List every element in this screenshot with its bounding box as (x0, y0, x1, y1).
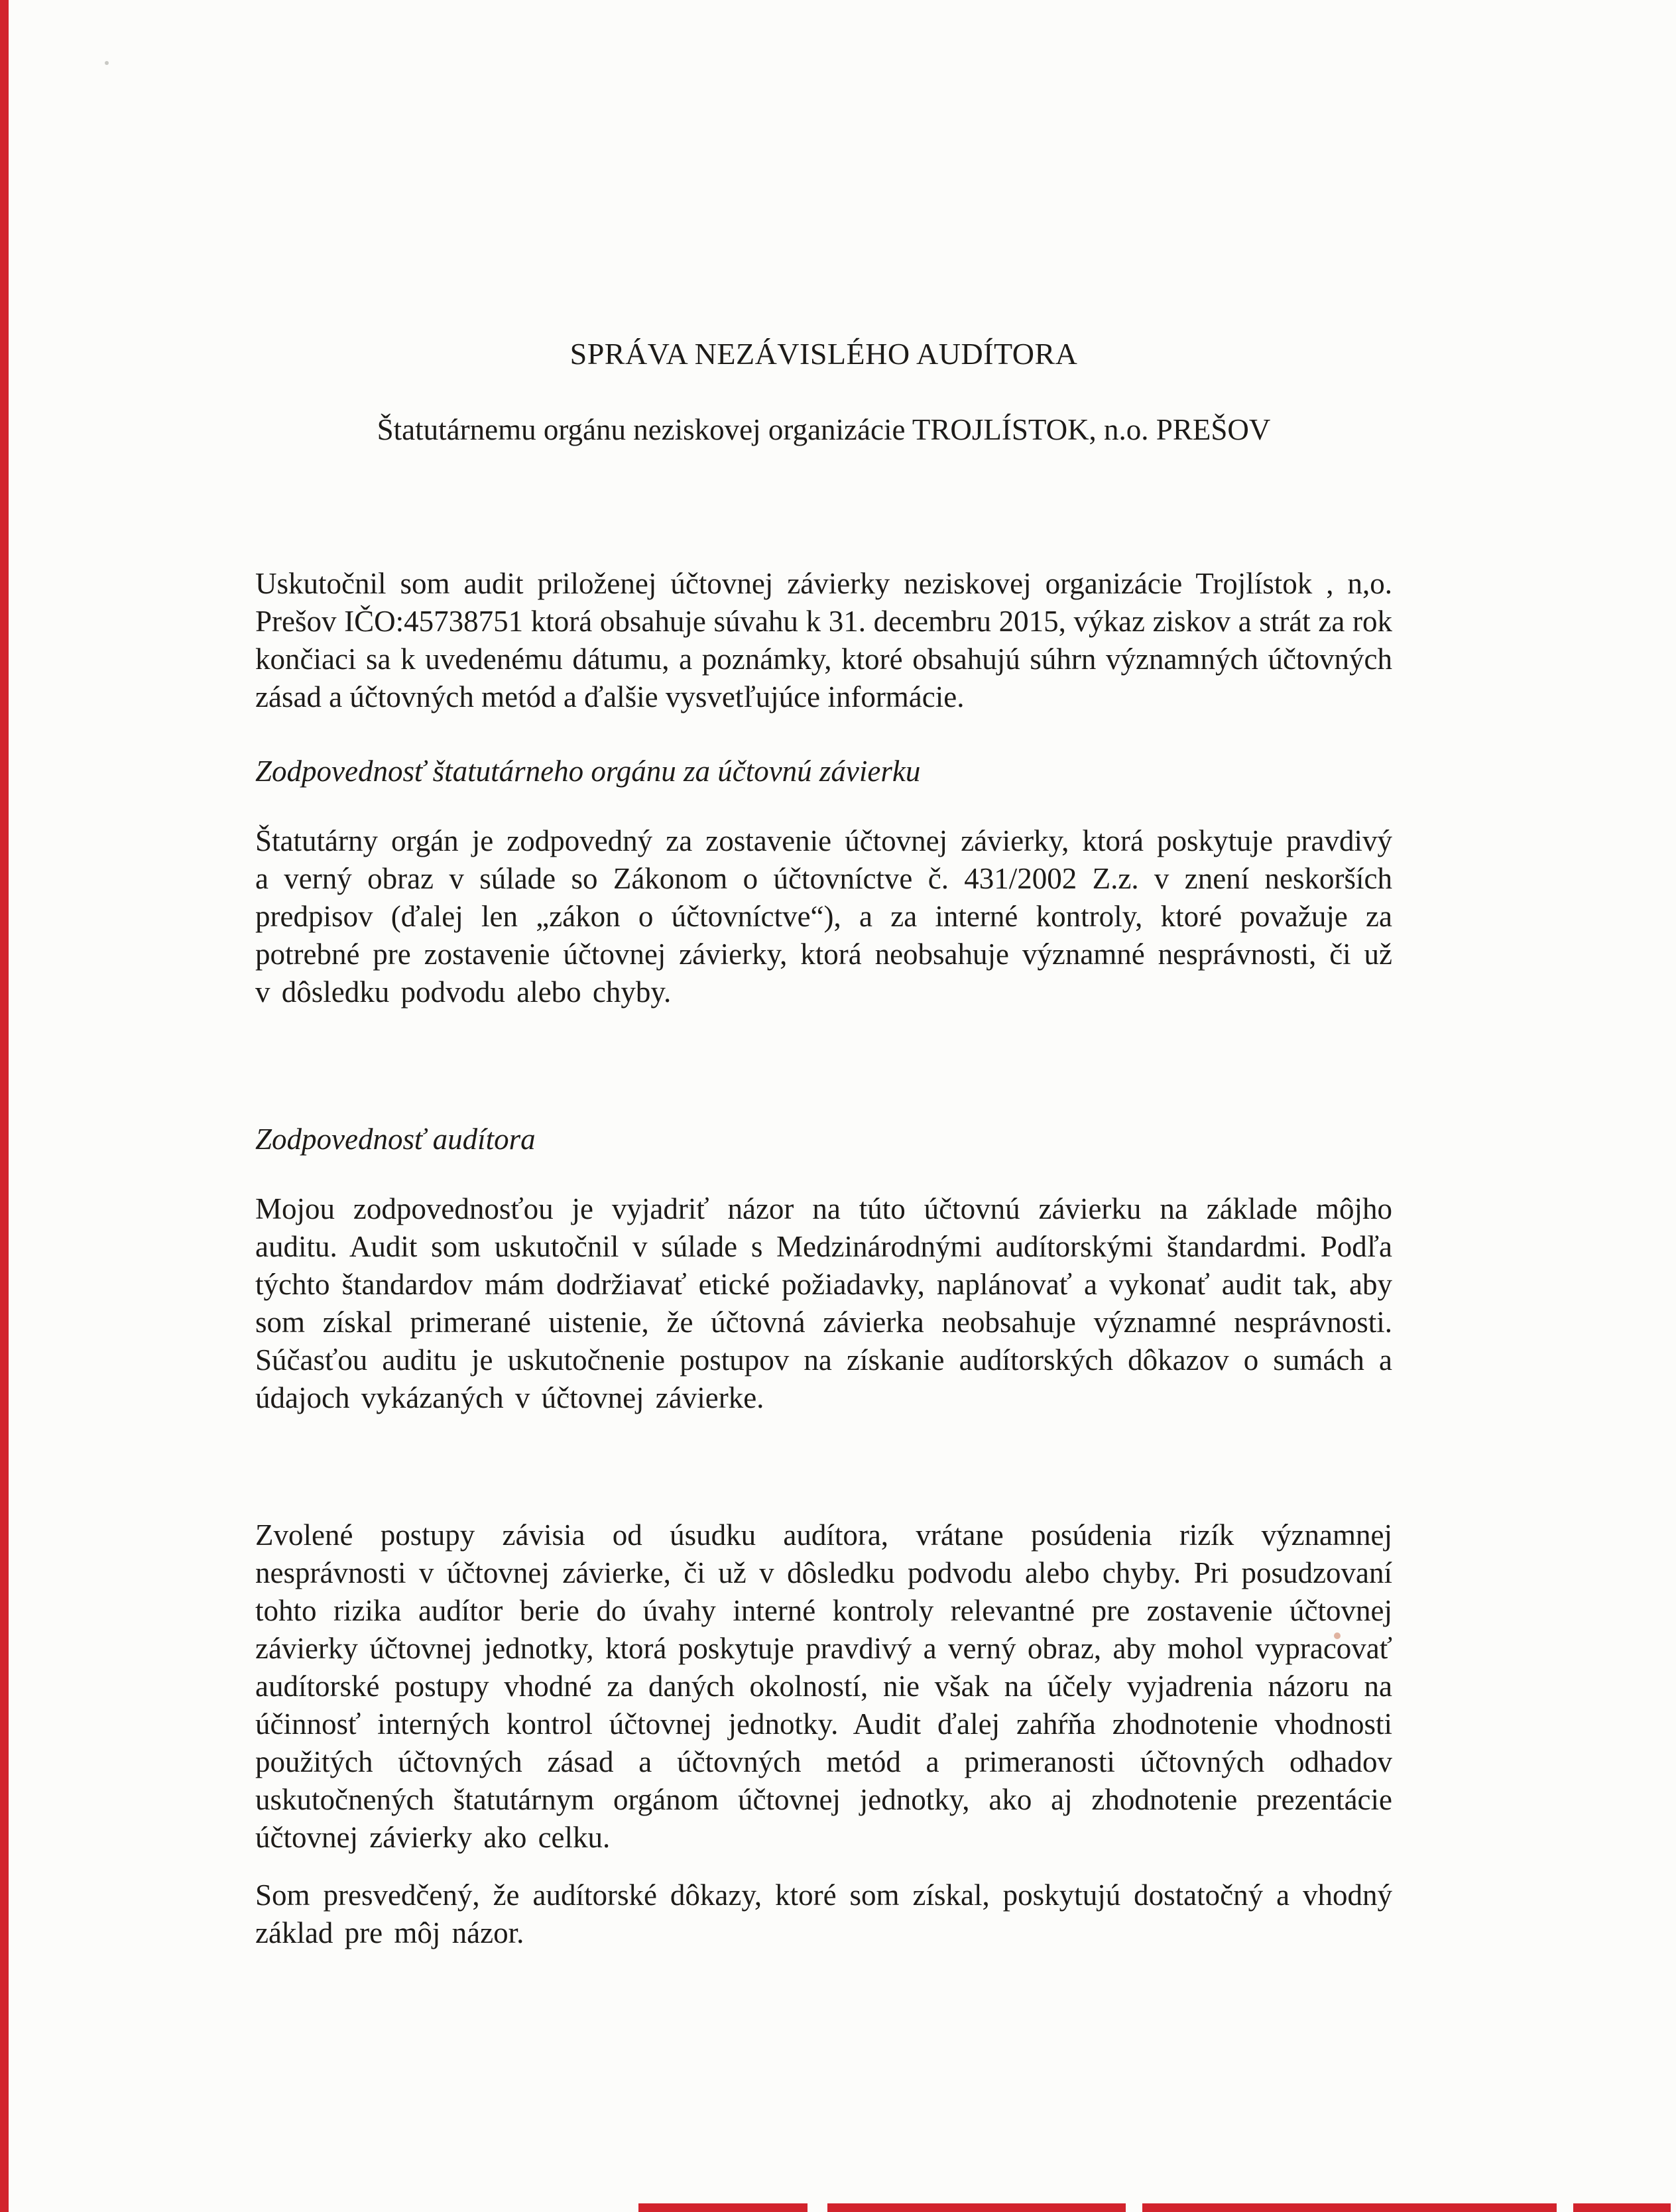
intro-paragraph: Uskutočnil som audit priloženej účtovnej závierky neziskovej organizácie Trojlístok , n,o. Prešov IČO:45738751 ktorá obsahuje súvahu k 31. decembru 2015, výkaz ziskov a strát za rok končiaci sa k uvedenému dátumu, a poznámky, ktoré obsahujú súhrn významných účtovných zásad a účtovných metód a ďalšie vysvetľujúce informácie. (255, 567, 1392, 713)
section-heading-management-responsibility: Zodpovednosť štatutárneho orgánu za účtovnú závierku (255, 755, 921, 788)
section-heading-auditor-responsibility: Zodpovednosť audítora (255, 1123, 536, 1156)
scan-edge-artifact-bottom (1142, 2203, 1557, 2212)
auditor-responsibility-paragraph-2: Zvolené postupy závisia od úsudku audítora, vrátane posúdenia rizík významnej nesprávnosti v účtovnej závierke, či už v dôsledku podvodu alebo chyby. Pri posudzovaní tohto rizika audítor berie do úvahy interné kontroly relevantné pre zostavenie účtovnej závierky účtovnej jednotky, ktorá poskytuje pravdivý a verný obraz, aby mohol vypracovať audítorské postupy vhodné za daných okolností, nie však na účely vyjadrenia názoru na účinnosť interných kontrol účtovnej jednotky. Audit ďalej zahŕňa zhodnotenie vhodnosti použitých účtovných zásad a účtovných metód a primeranosti účtovných odhadov uskutočnených štatutárnym orgánom účtovnej jednotky, ako aj zhodnotenie prezentácie účtovnej závierky ako celku. (255, 1518, 1392, 1854)
scan-edge-artifact-bottom (827, 2203, 1126, 2212)
document-title: SPRÁVA NEZÁVISLÉHO AUDÍTORA (569, 337, 1078, 371)
scan-speck (105, 61, 109, 65)
document-addressee: Štatutárnemu orgánu neziskovej organizácie TROJLÍSTOK, n.o. PREŠOV (377, 413, 1271, 446)
scan-edge-artifact-left (0, 0, 9, 2212)
conclusion-paragraph: Som presvedčený, že audítorské dôkazy, ktoré som získal, poskytujú dostatočný a vhodný základ pre môj názor. (255, 1878, 1392, 1949)
document-text-column (255, 335, 1392, 1952)
scan-edge-artifact-bottom (638, 2203, 808, 2212)
scan-edge-artifact-bottom (1573, 2203, 1671, 2212)
auditor-responsibility-paragraph-1: Mojou zodpovednosťou je vyjadriť názor na túto účtovnú závierku na základe môjho auditu. Audit som uskutočnil v súlade s Medzinárodnými audítorskými štandardmi. Podľa týchto štandardov mám dodržiavať etické požiadavky, naplánovať a vykonať audit tak, aby som získal primerané uistenie, že účtovná závierka neobsahuje významné nesprávnosti. Súčasťou auditu je uskutočnenie postupov na získanie audítorských dôkazov o sumách a údajoch vykázaných v účtovnej závierke. (255, 1192, 1392, 1414)
management-responsibility-paragraph: Štatutárny orgán je zodpovedný za zostavenie účtovnej závierky, ktorá poskytuje pravdivý a verný obraz v súlade so Zákonom o účtovníctve č. 431/2002 Z.z. v znení neskorších predpisov (ďalej len „zákon o účtovníctve“), a za interné kontroly, ktoré považuje za potrebné pre zostavenie účtovnej závierky, ktorá neobsahuje významné nesprávnosti, či už v dôsledku podvodu alebo chyby. (255, 824, 1392, 1009)
